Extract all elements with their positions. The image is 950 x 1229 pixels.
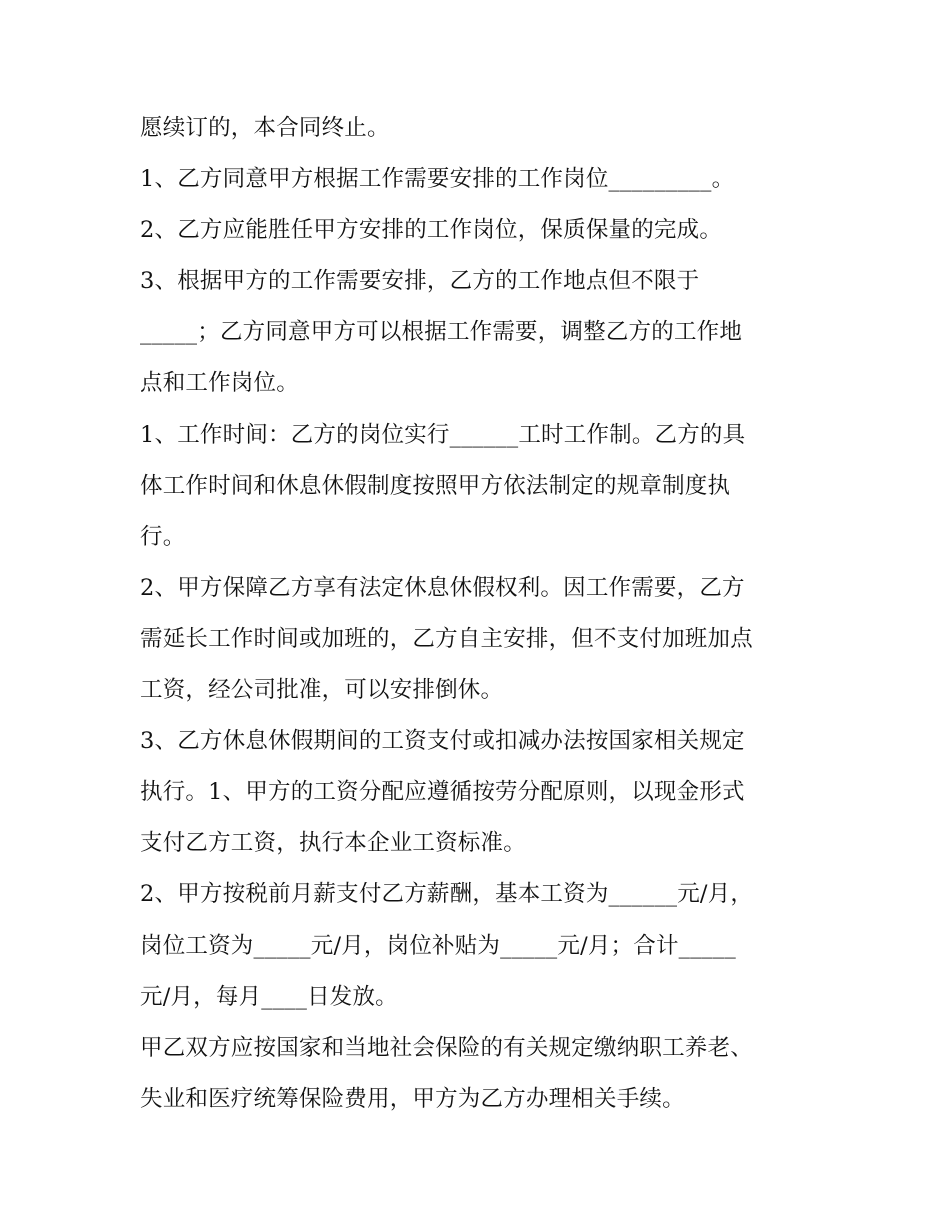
contract-text xyxy=(140,103,830,1125)
text-line: 甲乙双方应按国家和当地社会保险的有关规定缴纳职工养老、 xyxy=(140,1034,753,1061)
text-line: 3、根据甲方的工作需要安排，乙方的工作地点但不限于 xyxy=(140,268,700,295)
text-line: 支付乙方工资，执行本企业工资标准。 xyxy=(140,830,526,857)
text-line: 岗位工资为_____元/月，岗位补贴为_____元/月；合计_____ xyxy=(140,932,736,959)
text-line: 元/月，每月____日发放。 xyxy=(140,983,398,1010)
text-line: 2、甲方按税前月薪支付乙方薪酬，基本工资为______元/月， xyxy=(140,881,754,908)
text-line: 2、甲方保障乙方享有法定休息休假权利。因工作需要，乙方 xyxy=(140,574,745,601)
text-line: 1、工作时间：乙方的岗位实行______工时工作制。乙方的具 xyxy=(140,421,746,448)
text-line: 体工作时间和休息休假制度按照甲方依法制定的规章制度执 xyxy=(140,472,731,499)
text-line: 工资，经公司批准，可以安排倒休。 xyxy=(140,677,504,704)
text-line: 愿续订的，本合同终止。 xyxy=(140,115,390,141)
text-line: 点和工作岗位。 xyxy=(140,370,299,397)
text-line: 2、乙方应能胜任甲方安排的工作岗位，保质保量的完成。 xyxy=(140,217,723,244)
text-line: 1、乙方同意甲方根据工作需要安排的工作岗位_________。 xyxy=(140,166,735,193)
text-line: 行。 xyxy=(140,523,186,550)
text-line: 失业和医疗统筹保险费用，甲方为乙方办理相关手续。 xyxy=(140,1085,685,1112)
text-line: 需延长工作时间或加班的，乙方自主安排，但不支付加班加点 xyxy=(140,625,753,652)
text-line: 执行。1、甲方的工资分配应遵循按劳分配原则，以现金形式 xyxy=(140,779,745,806)
text-line: 3、乙方休息休假期间的工资支付或扣减办法按国家相关规定 xyxy=(140,728,745,755)
text-line: _____；乙方同意甲方可以根据工作需要，调整乙方的工作地 xyxy=(140,319,743,346)
